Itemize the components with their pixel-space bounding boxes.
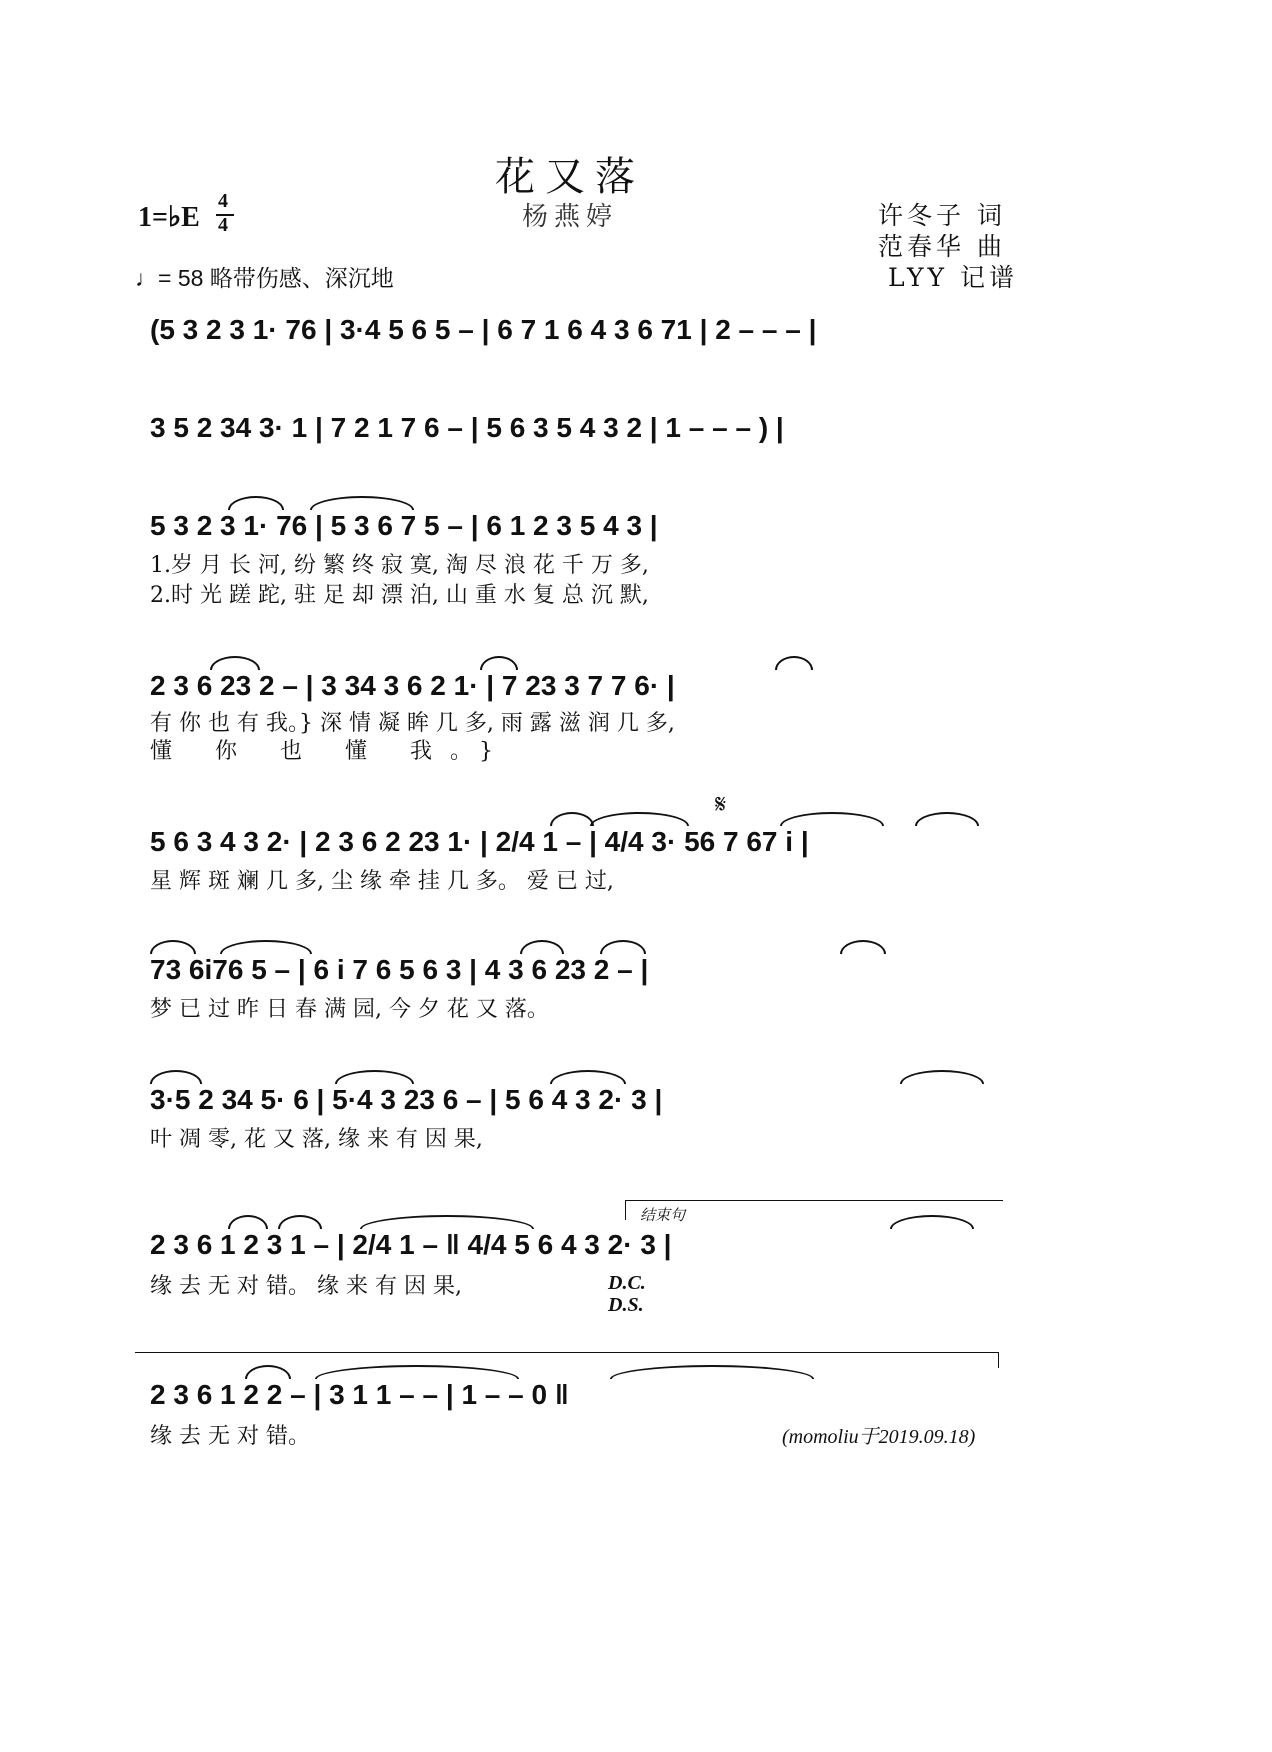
- lyric-verse-2: 懂 你 也 懂 我。}: [150, 738, 511, 764]
- singer-name: 杨燕婷: [522, 202, 619, 232]
- transcriber-credit: LYY 记谱: [888, 263, 1018, 292]
- transcriber-signature: (momoliu于2019.09.18): [782, 1426, 976, 1448]
- lyricist-credit: 许冬子 词: [878, 201, 1006, 230]
- time-signature-numerator: 4: [218, 190, 228, 212]
- notes-line: 3·5 2 34 5· 6 | 5·4 3 23 6 – | 5 6 4 3 2· 3 |: [150, 1084, 663, 1115]
- tempo-marking: ♩= 58 略带伤感、深沉地: [135, 265, 394, 291]
- notes-line: 73 6i76 5 – | 6 i 7 6 5 6 3 | 4 3 6 23 2 – |: [150, 954, 649, 985]
- dal-segno-mark: D.S.: [608, 1294, 644, 1316]
- lyric-verse-2: 2.时 光 蹉 跎, 驻 足 却 漂 泊, 山 重 水 复 总 沉 默,: [150, 582, 649, 608]
- notes-line: (5 3 2 3 1· 76 | 3·4 5 6 5 – | 6 7 1 6 4 3 6 71 | 2 – – – |: [150, 314, 817, 345]
- lyric-verse-1: 有 你 也 有 我。} 深 情 凝 眸 几 多, 雨 露 滋 润 几 多,: [150, 710, 675, 736]
- lyric-verse-1: 缘 去 无 对 错。: [150, 1423, 310, 1449]
- coda-bracket-line: [625, 1200, 1003, 1201]
- notes-line: 5 3 2 3 1· 76 | 5 3 6 7 5 – | 6 1 2 3 5 4 3 |: [150, 510, 658, 541]
- notes-line: 5 6 3 4 3 2· | 2 3 6 2 23 1· | 2/4 1 – | 4/4 3· 56 7 67 i |: [150, 826, 809, 857]
- coda-label: 结束句: [640, 1206, 686, 1224]
- notes-line: 2 3 6 1 2 2 – | 3 1 1 – – | 1 – – 0 ‖: [150, 1379, 569, 1410]
- da-capo-mark: D.C.: [608, 1272, 646, 1294]
- notes-line: 2 3 6 1 2 3 1 – | 2/4 1 – ‖ 4/4 5 6 4 3 2· 3 |: [150, 1229, 672, 1260]
- lyric-verse-1: 叶 凋 零, 花 又 落, 缘 来 有 因 果,: [150, 1126, 483, 1152]
- segno-sign: 𝄋: [715, 790, 727, 819]
- time-signature-denominator: 4: [218, 214, 228, 236]
- final-bracket-post: [998, 1352, 999, 1368]
- notes-line: 3 5 2 34 3· 1 | 7 2 1 7 6 – | 5 6 3 5 4 3 2 | 1 – – – ) |: [150, 412, 784, 443]
- coda-bracket-post: [625, 1200, 626, 1220]
- composer-credit: 范春华 曲: [878, 232, 1006, 261]
- lyric-verse-1: 梦 已 过 昨 日 春 满 园, 今 夕 花 又 落。: [150, 996, 549, 1022]
- song-title: 花又落: [495, 154, 645, 200]
- notes-line: 2 3 6 23 2 – | 3 34 3 6 2 1· | 7 23 3 7 7 6· |: [150, 670, 675, 701]
- final-bracket-line: [135, 1352, 998, 1353]
- lyric-verse-1: 缘 去 无 对 错。 缘 来 有 因 果,: [150, 1273, 462, 1299]
- lyric-verse-1: 星 辉 斑 斓 几 多, 尘 缘 牵 挂 几 多。 爱 已 过,: [150, 868, 614, 894]
- key-signature: 1=♭E: [138, 202, 200, 233]
- lyric-verse-1: 1.岁 月 长 河, 纷 繁 终 寂 寞, 淘 尽 浪 花 千 万 多,: [150, 552, 649, 578]
